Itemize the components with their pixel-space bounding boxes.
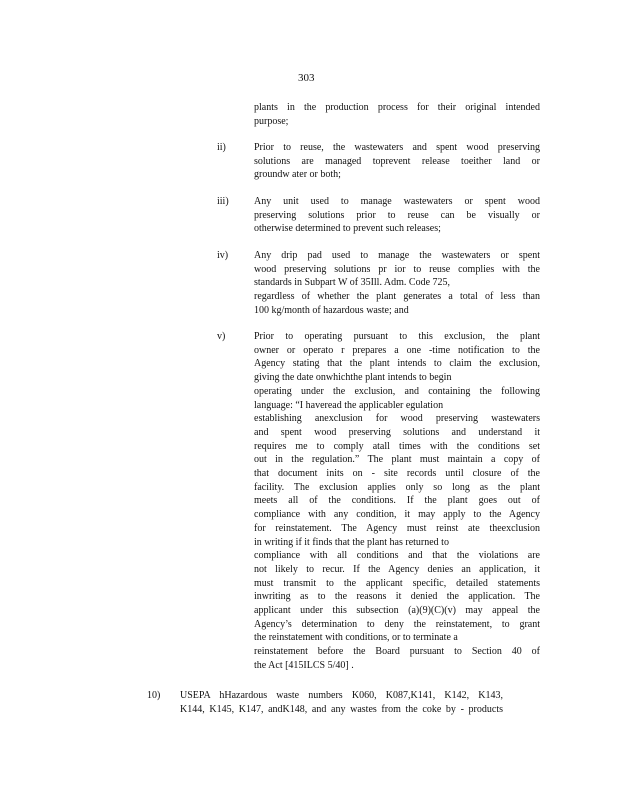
- text-line: Prior to reuse, the wastewaters and spent wood preserving: [254, 142, 540, 153]
- text-line: operating under the exclusion, and containing the following: [254, 385, 540, 397]
- text-line: giving the date onwhichthe plant intends to begin: [254, 372, 452, 384]
- text-line: for reinstatement. The Agency must reinst ate theexclusion: [254, 522, 540, 534]
- text-line: the reinstatement with conditions, or to terminate a: [254, 632, 458, 644]
- text-line: compliance with all conditions and that the violations are: [254, 550, 540, 562]
- text-line: not likely to recur. If the Agency denies an application, it: [254, 563, 540, 575]
- text-line: that document inits on - site records until closure of the: [254, 468, 540, 480]
- text-line: K144, K145, K147, andK148, and any wastes from the coke by - products: [180, 703, 503, 715]
- text-line: reinstatement before the Board pursuant to Section 40 of: [254, 646, 540, 658]
- text-line: Prior to operating pursuant to this exclusion, the plant: [254, 331, 540, 342]
- text-line: the Act [415ILCS 5/40] .: [254, 659, 354, 671]
- text-line: otherwise determined to prevent such releases;: [254, 223, 441, 235]
- text-line: Agency’s determination to deny the reinstatement, to grant: [254, 618, 540, 630]
- item-iv-paragraph: [254, 249, 540, 318]
- text-line: standards in Subpart W of 35Ill. Adm. Code 725,: [254, 277, 451, 289]
- text-line: Agency stating that the plant intends to claim the exclusion,: [254, 358, 540, 370]
- text-line: regardless of whether the plant generates a total of less than: [254, 291, 540, 303]
- item-marker-ii: ii): [217, 142, 226, 153]
- item-10-paragraph: [180, 689, 503, 716]
- text-line: solutions are managed toprevent release toeither land or: [254, 155, 540, 167]
- text-line: Any unit used to manage wastewaters or spent wood: [254, 196, 540, 207]
- item-marker-10: 10): [147, 690, 161, 701]
- text-line: language: “I haveread the applicabler egulation: [254, 399, 444, 411]
- text-line: facility. The exclusion applies only so long as the plant: [254, 481, 540, 493]
- text-line: preserving solutions prior to reuse can be visually or: [254, 209, 540, 221]
- text-line: establishing anexclusion for wood preserving wastewaters: [254, 413, 540, 425]
- text-line: and spent wood preserving solutions and understand it: [254, 426, 540, 438]
- text-line: owner or operato r prepares a one -time notification to the: [254, 344, 540, 356]
- page-number: 303: [298, 72, 315, 84]
- item-iii-paragraph: [254, 195, 540, 236]
- text-line: plants in the production process for their original intended: [254, 102, 540, 113]
- item-marker-iv: iv): [217, 250, 229, 261]
- item-marker-iii: iii): [217, 196, 229, 207]
- text-line: in writing if it finds that the plant has returned to: [254, 536, 449, 548]
- text-line: purpose;: [254, 115, 289, 127]
- text-line: USEPA hHazardous waste numbers K060, K087,K141, K142, K143,: [180, 690, 503, 701]
- text-line: meets all of the conditions. If the plant goes out of: [254, 495, 540, 507]
- text-line: wood preserving solutions pr ior to reuse complies with the: [254, 263, 540, 275]
- text-line: must transmit to the applicant specific, detailed statements: [254, 577, 540, 589]
- item-marker-v: v): [217, 331, 226, 342]
- text-line: Any drip pad used to manage the wastewaters or spent: [254, 250, 540, 261]
- text-line: 100 kg/month of hazardous waste; and: [254, 304, 409, 316]
- text-line: inwriting as to the reasons it denied the application. The: [254, 591, 540, 603]
- text-line: requires me to comply atall times with the conditions set: [254, 440, 540, 452]
- continuation-paragraph: [254, 101, 540, 128]
- item-ii-paragraph: [254, 141, 540, 182]
- item-v-paragraph: [254, 330, 540, 673]
- text-line: applicant under this subsection (a)(9)(C)(v) may appeal the: [254, 605, 540, 617]
- text-line: out in the regulation.” The plant must maintain a copy of: [254, 454, 540, 466]
- text-line: groundw ater or both;: [254, 169, 341, 181]
- text-line: compliance with any condition, it may apply to the Agency: [254, 509, 540, 521]
